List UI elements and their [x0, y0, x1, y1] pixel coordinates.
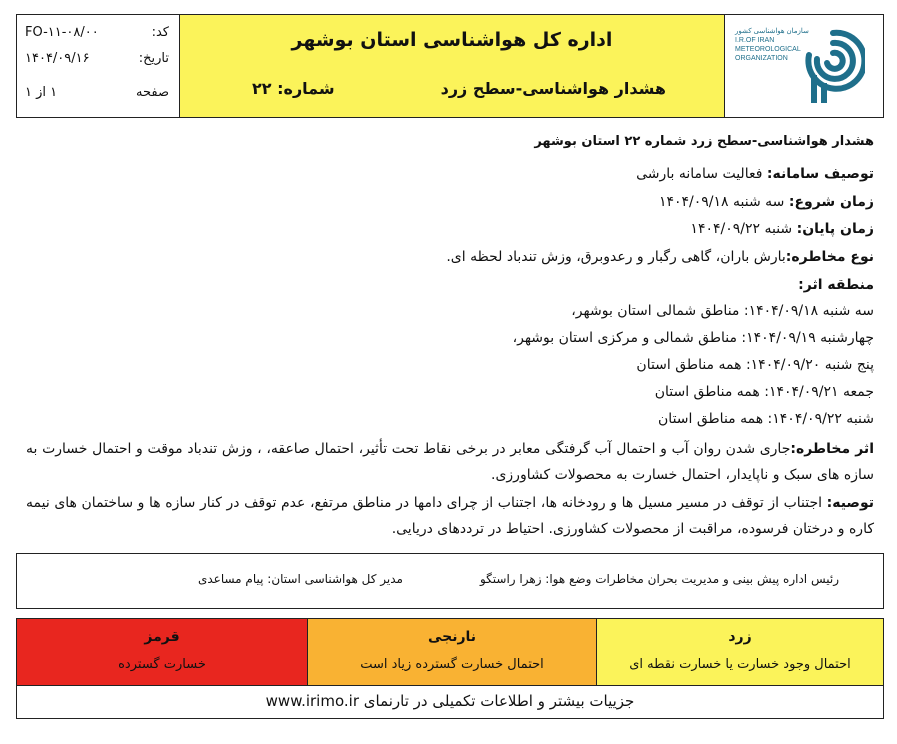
warning-level-title: هشدار هواشناسی-سطح زرد	[440, 79, 666, 98]
hazard-impact	[26, 436, 874, 488]
start-value: سه شنبه ۱۴۰۴/۰۹/۱۸	[658, 194, 789, 210]
document-meta	[17, 15, 180, 117]
level-yellow-desc: احتمال وجود خسارت یا خسارت نقطه ای	[629, 657, 851, 672]
hazard-type	[446, 249, 874, 265]
hazard-label: نوع مخاطره:	[785, 249, 874, 265]
level-red	[17, 619, 307, 685]
area-item: چهارشنبه ۱۴۰۴/۰۹/۱۹: مناطق شمالی و مرکزی استان بوشهر،	[512, 330, 874, 346]
date-label: تاریخ:	[138, 51, 169, 66]
date-row	[25, 51, 169, 66]
code-value: FO-۱۱-۰۸/۰۰	[25, 25, 99, 40]
logo-text-line2: I.R.OF IRAN	[735, 37, 775, 44]
end-value: شنبه ۱۴۰۴/۰۹/۲۲	[690, 221, 797, 237]
system-value: فعالیت سامانه بارشی	[636, 166, 767, 182]
start-time	[659, 194, 874, 210]
level-yellow-name: زرد	[728, 629, 752, 645]
date-value: ۱۴۰۴/۰۹/۱۶	[25, 51, 90, 66]
impact-value: جاری شدن روان آب و احتمال آب گرفتگی معابر در برخی نقاط تحت تأثیر، احتمال صاعقه، ، وزش تندباد موقت و احتمال خسارت به سازه های سبک و ناپایدار، احتمال خسارت به محصولات کشاورزی.	[26, 441, 874, 483]
document-header	[16, 14, 884, 118]
director-signature: مدیر کل هواشناسی استان: پیام مساعدی	[197, 572, 403, 586]
system-label: توصیف سامانه:	[766, 166, 874, 182]
system-description	[636, 166, 874, 182]
area-item: شنبه ۱۴۰۴/۰۹/۲۲: همه مناطق استان	[658, 411, 874, 427]
logo-text-fa: سازمان هواشناسی کشور	[735, 28, 809, 35]
level-red-desc: خسارت گسترده	[118, 657, 206, 672]
level-red-name: قرمز	[144, 629, 180, 645]
header-title-block	[180, 15, 725, 117]
logo-text-line4: ORGANIZATION	[735, 55, 788, 62]
level-orange-name: نارنجی	[427, 629, 477, 645]
page-value: ۱ از ۱	[25, 85, 58, 100]
crisis-head-signature: رئیس اداره پیش بینی و مدیریت بحران مخاطرات وضع هوا: زهرا راستگو	[479, 572, 839, 586]
hazard-value: بارش باران، گاهی رگبار و رعدوبرق، وزش تندباد لحظه ای.	[446, 249, 786, 265]
end-time	[690, 221, 874, 237]
logo-text-line3: METEOROLOGICAL	[735, 46, 801, 53]
area-label: منطقه اثر:	[798, 277, 874, 293]
office-title: اداره کل هواشناسی استان بوشهر	[291, 29, 613, 51]
area-item: پنج شنبه ۱۴۰۴/۰۹/۲۰: همه مناطق استان	[636, 357, 874, 373]
logo-spiral-icon	[801, 25, 865, 109]
start-label: زمان شروع:	[788, 194, 874, 210]
page-label: صفحه	[136, 85, 169, 100]
code-label: کد:	[151, 25, 169, 40]
level-orange-desc: احتمال خسارت گسترده زیاد است	[360, 657, 544, 672]
impact-label: اثر مخاطره:	[790, 441, 874, 457]
code-row	[25, 25, 169, 40]
end-label: زمان پایان:	[796, 221, 874, 237]
advice-label: توصیه:	[826, 495, 874, 511]
page-row	[25, 85, 169, 100]
warning-heading: هشدار هواشناسی-سطح زرد شماره ۲۲ استان بوشهر	[534, 134, 874, 149]
signature-box	[16, 553, 884, 609]
area-item: سه شنبه ۱۴۰۴/۰۹/۱۸: مناطق شمالی استان بوشهر،	[571, 303, 874, 319]
warning-number: شماره: ۲۲	[252, 79, 335, 98]
level-orange	[307, 619, 596, 685]
advice-value: اجتناب از توقف در مسیر مسیل ها و رودخانه ها، اجتناب از چرای دامها در مناطق مرتفع، عدم توقف در کنار سازه ها و ساختمان های نیمه کاره و درختان فرسوده، مراقبت از محصولات کشاورزی. احتیاط در ترددهای دریایی.	[26, 495, 874, 537]
organization-logo	[725, 15, 883, 117]
advice	[26, 490, 874, 542]
footer-website-note: جزییات بیشتر و اطلاعات تکمیلی در تارنمای www.irimo.ir	[16, 685, 884, 719]
area-item: جمعه ۱۴۰۴/۰۹/۲۱: همه مناطق استان	[654, 384, 874, 400]
level-yellow	[596, 619, 883, 685]
warning-levels-legend	[16, 618, 884, 686]
